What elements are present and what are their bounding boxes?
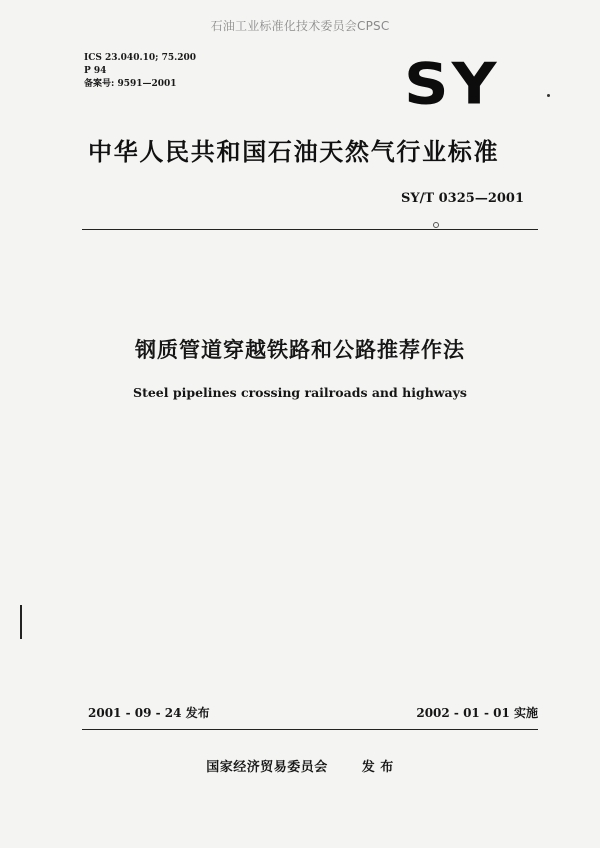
issue-date: 2001 - 09 - 24 发布 (88, 706, 210, 720)
sy-logo: SY (404, 50, 500, 118)
scan-artifact-dot (547, 94, 550, 97)
classification-code: P 94 (84, 66, 107, 76)
header-title: 中华人民共和国石油天然气行业标准 (88, 138, 500, 166)
scan-artifact-mark (20, 605, 22, 639)
issuer-name: 国家经济贸易委员会 (206, 760, 328, 775)
scan-artifact-ring (433, 222, 439, 228)
ics-code: ICS 23.040.10; 75.200 (84, 53, 197, 63)
record-number: 备案号: 9591—2001 (84, 79, 177, 89)
standard-number: SY/T 0325—2001 (401, 191, 524, 206)
watermark-text: 石油工业标准化技术委员会CPSC (210, 19, 390, 33)
top-divider (82, 229, 538, 230)
bottom-divider (82, 729, 538, 730)
issuer-line (0, 759, 600, 777)
issuer-action: 发 布 (361, 760, 394, 775)
document-title-english: Steel pipelines crossing railroads and highways (133, 385, 467, 400)
document-title-chinese: 钢质管道穿越铁路和公路推荐作法 (135, 338, 465, 362)
implementation-date: 2002 - 01 - 01 实施 (416, 706, 538, 720)
